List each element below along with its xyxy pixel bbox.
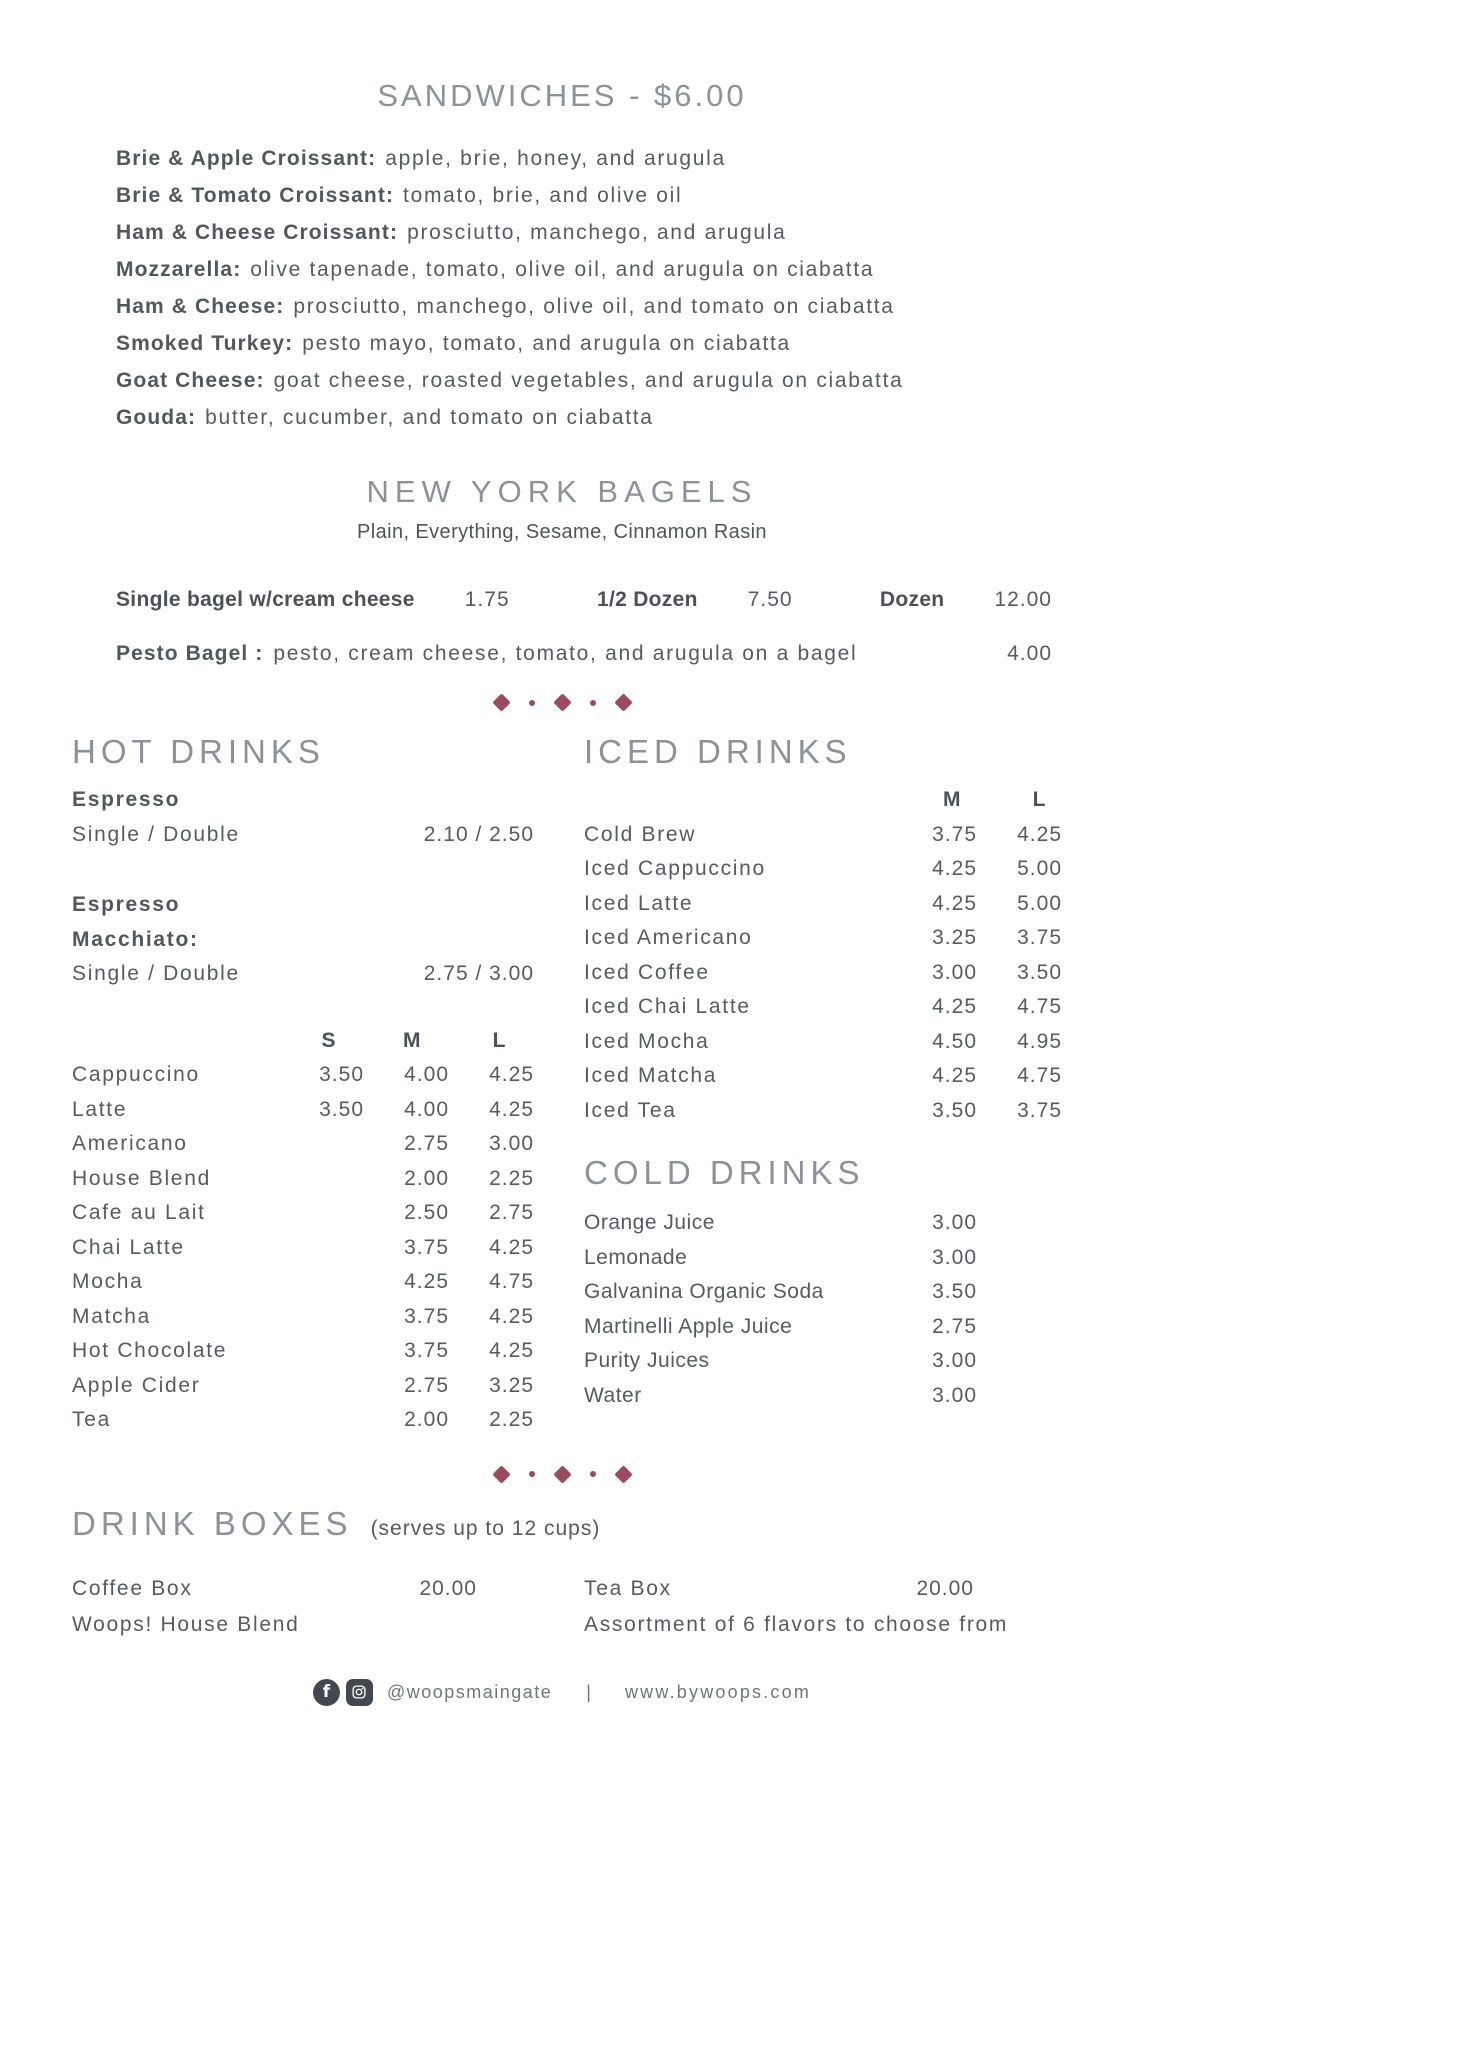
pesto-bagel-row — [116, 642, 1052, 666]
facebook-icon: f — [313, 1679, 340, 1706]
menu-item — [116, 325, 1052, 362]
item-name: Iced Cappuccino — [584, 857, 766, 880]
price-m: 3.75 — [404, 1304, 449, 1328]
item-name: Iced Mocha — [584, 1029, 710, 1053]
menu-item-row — [584, 921, 1062, 956]
price-m: 4.00 — [404, 1097, 449, 1121]
item-price: 3.00 — [932, 1383, 977, 1407]
price-m: 3.75 — [404, 1235, 449, 1259]
item-name: Orange Juice — [584, 1211, 715, 1234]
price-m: 4.25 — [404, 1270, 449, 1293]
spacer — [72, 992, 534, 1024]
item-name: Ham & Cheese Croissant: — [116, 221, 399, 244]
dot-icon — [590, 700, 596, 706]
coffee-box-column — [72, 1571, 584, 1643]
menu-item-row — [584, 1025, 1062, 1060]
size-header-l: L — [492, 1028, 506, 1052]
item-name: Single / Double — [72, 962, 240, 985]
menu-item — [116, 399, 1052, 436]
menu-item — [116, 251, 1052, 288]
diamond-icon — [492, 1465, 510, 1483]
macchiato-price-row — [72, 957, 534, 992]
item-price: 3.50 — [932, 1280, 977, 1303]
macchiato-header-row — [72, 888, 534, 957]
price-s: 3.50 — [319, 1063, 364, 1086]
item-name: Latte — [72, 1097, 128, 1121]
price-m: 4.25 — [932, 891, 977, 915]
size-header-l: L — [1032, 788, 1046, 811]
price-l: 4.25 — [489, 1063, 534, 1086]
item-name: Brie & Apple Croissant: — [116, 147, 377, 170]
menu-item — [116, 288, 1052, 325]
tea-box-column — [584, 1571, 1062, 1643]
menu-item-row — [584, 1241, 1062, 1276]
menu-item-row — [584, 990, 1062, 1025]
menu-item-row — [72, 1127, 534, 1162]
item-desc: olive tapenade, tomato, olive oil, and arugula on ciabatta — [250, 258, 875, 281]
menu-item-row — [72, 1093, 534, 1128]
cold-drinks-title: COLD DRINKS — [584, 1154, 865, 1191]
item-name: Brie & Tomato Croissant: — [116, 184, 395, 207]
price-l: 3.75 — [1017, 1098, 1062, 1122]
price-m: 2.50 — [404, 1201, 449, 1224]
item-name: Mocha — [72, 1270, 144, 1293]
price-l: 3.25 — [489, 1373, 534, 1397]
menu-item-row — [584, 852, 1062, 887]
hot-drinks-title: HOT DRINKS — [72, 733, 325, 770]
menu-item-row — [584, 818, 1062, 853]
item-name: Iced Latte — [584, 891, 694, 915]
item-name: Cold Brew — [584, 822, 697, 846]
price-l: 2.25 — [489, 1408, 534, 1431]
instagram-icon — [346, 1679, 373, 1706]
item-name: Water — [584, 1383, 642, 1407]
price-m: 4.25 — [932, 857, 977, 880]
item-price: 2.75 / 3.00 — [423, 962, 534, 985]
item-price: 3.00 — [932, 1211, 977, 1234]
diamond-icon — [614, 693, 632, 711]
price-m: 2.00 — [404, 1408, 449, 1431]
size-header-s: S — [321, 1028, 336, 1052]
dot-icon — [529, 1471, 535, 1477]
price-m: 2.75 — [404, 1132, 449, 1155]
iced-drinks-column — [584, 733, 1062, 1413]
price-m: 3.25 — [932, 926, 977, 949]
item-desc: goat cheese, roasted vegetables, and arugula on ciabatta — [273, 369, 904, 392]
option-price: 7.50 — [747, 588, 793, 611]
price-l: 3.75 — [1017, 926, 1062, 949]
price-s: 3.50 — [319, 1097, 364, 1121]
dot-icon — [529, 700, 535, 706]
price-l: 2.25 — [489, 1166, 534, 1190]
price-m: 4.50 — [932, 1029, 977, 1053]
item-name: Mozzarella: — [116, 258, 242, 281]
item-name: Martinelli Apple Juice — [584, 1314, 793, 1338]
item-price: 20.00 — [419, 1576, 477, 1600]
iced-drinks-title: ICED DRINKS — [584, 733, 852, 770]
menu-item-row — [72, 1369, 534, 1404]
item-desc: prosciutto, manchego, and arugula — [407, 221, 787, 244]
menu-item-row — [584, 956, 1062, 991]
item-desc: Woops! House Blend — [72, 1612, 300, 1636]
diamond-icon — [614, 1465, 632, 1483]
footer-separator: | — [586, 1681, 591, 1702]
drink-boxes-section — [72, 1571, 1462, 1643]
diamond-icon — [492, 693, 510, 711]
item-price: 20.00 — [916, 1576, 974, 1600]
sandwich-list — [116, 140, 1052, 436]
item-name: Tea Box — [584, 1576, 672, 1600]
espresso-header-row — [72, 783, 534, 818]
item-name: Iced Americano — [584, 926, 753, 949]
item-name: Americano — [72, 1132, 188, 1155]
espresso-price-row — [72, 818, 534, 853]
menu-item-row — [584, 1379, 1062, 1414]
price-l: 3.50 — [1017, 960, 1062, 984]
social-handle: @woopsmaingate — [386, 1681, 553, 1702]
bagel-option — [116, 588, 510, 612]
option-label: Single bagel w/cream cheese — [116, 588, 415, 611]
price-m: 4.00 — [404, 1063, 449, 1086]
price-l: 4.75 — [489, 1270, 534, 1293]
spacer — [72, 852, 534, 888]
price-l: 4.25 — [1017, 822, 1062, 846]
option-price: 12.00 — [994, 588, 1052, 611]
menu-item-row — [72, 1300, 534, 1335]
item-desc: pesto, cream cheese, tomato, and arugula on a bagel — [273, 642, 858, 665]
menu-item-row — [584, 1094, 1062, 1129]
dot-icon — [590, 1471, 596, 1477]
menu-item — [116, 214, 1052, 251]
item-name: Chai Latte — [72, 1235, 185, 1259]
item-name: Pesto Bagel : — [116, 642, 264, 665]
drink-boxes-header — [72, 1505, 1462, 1543]
price-l: 4.25 — [489, 1339, 534, 1362]
item-desc: prosciutto, manchego, olive oil, and tomato on ciabatta — [293, 295, 895, 318]
item-name: Gouda: — [116, 406, 197, 429]
item-name: Iced Chai Latte — [584, 995, 751, 1018]
item-price: 4.00 — [1007, 642, 1052, 665]
bagels-subtitle: Plain, Everything, Sesame, Cinnamon Rasin — [357, 521, 767, 543]
item-name: Cafe au Lait — [72, 1201, 206, 1224]
price-l: 4.75 — [1017, 1064, 1062, 1087]
price-l: 4.25 — [489, 1097, 534, 1121]
price-l: 5.00 — [1017, 891, 1062, 915]
menu-item-row — [72, 1334, 534, 1369]
item-name: Lemonade — [584, 1245, 688, 1269]
option-price: 1.75 — [464, 588, 510, 611]
hot-drinks-column — [72, 733, 584, 1438]
section-divider — [72, 696, 1052, 709]
item-name: Apple Cider — [72, 1373, 201, 1397]
menu-item-row — [584, 1059, 1062, 1094]
price-m: 3.00 — [932, 960, 977, 984]
item-price: 3.00 — [932, 1349, 977, 1372]
price-m: 2.00 — [404, 1166, 449, 1190]
option-label: Dozen — [879, 588, 945, 611]
bagel-pricing-row — [116, 588, 1052, 612]
item-name: Purity Juices — [584, 1349, 710, 1372]
size-header-m: M — [403, 1028, 421, 1052]
size-header-m: M — [943, 788, 961, 811]
item-name: Ham & Cheese: — [116, 295, 285, 318]
sandwiches-section — [72, 78, 1052, 666]
menu-item-row — [584, 1571, 974, 1607]
website-url: www.bywoops.com — [624, 1681, 812, 1702]
price-m: 4.25 — [932, 1064, 977, 1087]
price-l: 3.00 — [489, 1132, 534, 1155]
drinks-section — [72, 733, 1462, 1438]
menu-item — [116, 362, 1052, 399]
menu-item-row — [72, 1162, 534, 1197]
item-name: Matcha — [72, 1304, 152, 1328]
item-desc: butter, cucumber, and tomato on ciabatta — [205, 406, 654, 429]
price-m: 3.75 — [404, 1339, 449, 1362]
item-name: Tea — [72, 1408, 111, 1431]
item-name: Espresso Macchiato: — [72, 893, 199, 951]
item-name: Iced Matcha — [584, 1064, 718, 1087]
item-name: Hot Chocolate — [72, 1339, 228, 1362]
menu-item — [116, 177, 1052, 214]
item-desc: Assortment of 6 flavors to choose from — [584, 1612, 1009, 1636]
size-header-row — [584, 783, 1062, 818]
bagel-option — [597, 588, 793, 612]
menu-item-row — [72, 1403, 534, 1438]
item-desc: apple, brie, honey, and arugula — [385, 147, 726, 170]
item-name: Smoked Turkey: — [116, 332, 294, 355]
item-price: 2.75 — [932, 1314, 977, 1338]
item-name: Iced Coffee — [584, 960, 710, 984]
item-name: Iced Tea — [584, 1098, 677, 1122]
menu-item-row — [584, 1344, 1062, 1379]
bagel-option — [880, 588, 1052, 612]
item-price: 3.00 — [932, 1245, 977, 1269]
menu-item-row — [72, 1571, 477, 1607]
option-label: 1/2 Dozen — [596, 588, 698, 611]
price-l: 4.95 — [1017, 1029, 1062, 1053]
section-divider — [72, 1468, 1052, 1481]
drink-boxes-title: DRINK BOXES — [72, 1504, 353, 1542]
menu-item — [116, 140, 1052, 177]
item-price: 2.10 / 2.50 — [423, 822, 534, 846]
footer — [72, 1679, 1052, 1706]
item-name: Coffee Box — [72, 1576, 193, 1600]
item-desc: pesto mayo, tomato, and arugula on ciabatta — [302, 332, 791, 355]
price-m: 3.50 — [932, 1098, 977, 1122]
menu-item-row — [584, 1206, 1062, 1241]
item-name: Single / Double — [72, 822, 240, 846]
price-m: 2.75 — [404, 1373, 449, 1397]
menu-item-row — [72, 1058, 534, 1093]
menu-item-row — [584, 887, 1062, 922]
item-desc: tomato, brie, and olive oil — [403, 184, 683, 207]
bagels-title: NEW YORK BAGELS — [366, 474, 758, 509]
menu-item-row — [584, 1310, 1062, 1345]
item-name: House Blend — [72, 1166, 211, 1190]
price-m: 3.75 — [932, 822, 977, 846]
item-name: Espresso — [72, 788, 181, 811]
menu-item-row — [72, 1231, 534, 1266]
price-l: 5.00 — [1017, 857, 1062, 880]
menu-item-row — [584, 1275, 1062, 1310]
price-l: 4.75 — [1017, 995, 1062, 1018]
menu-item-row — [72, 1265, 534, 1300]
item-name: Goat Cheese: — [116, 369, 265, 392]
price-l: 4.25 — [489, 1235, 534, 1259]
drink-boxes-subtitle: (serves up to 12 cups) — [370, 1516, 601, 1540]
sandwiches-title: SANDWICHES - $6.00 — [377, 78, 747, 113]
price-l: 4.25 — [489, 1304, 534, 1328]
diamond-icon — [553, 693, 571, 711]
size-header-row — [72, 1024, 534, 1059]
item-name: Galvanina Organic Soda — [584, 1280, 824, 1303]
price-l: 2.75 — [489, 1201, 534, 1224]
price-m: 4.25 — [932, 995, 977, 1018]
item-name: Cappuccino — [72, 1063, 200, 1086]
diamond-icon — [553, 1465, 571, 1483]
menu-item-row — [72, 1196, 534, 1231]
